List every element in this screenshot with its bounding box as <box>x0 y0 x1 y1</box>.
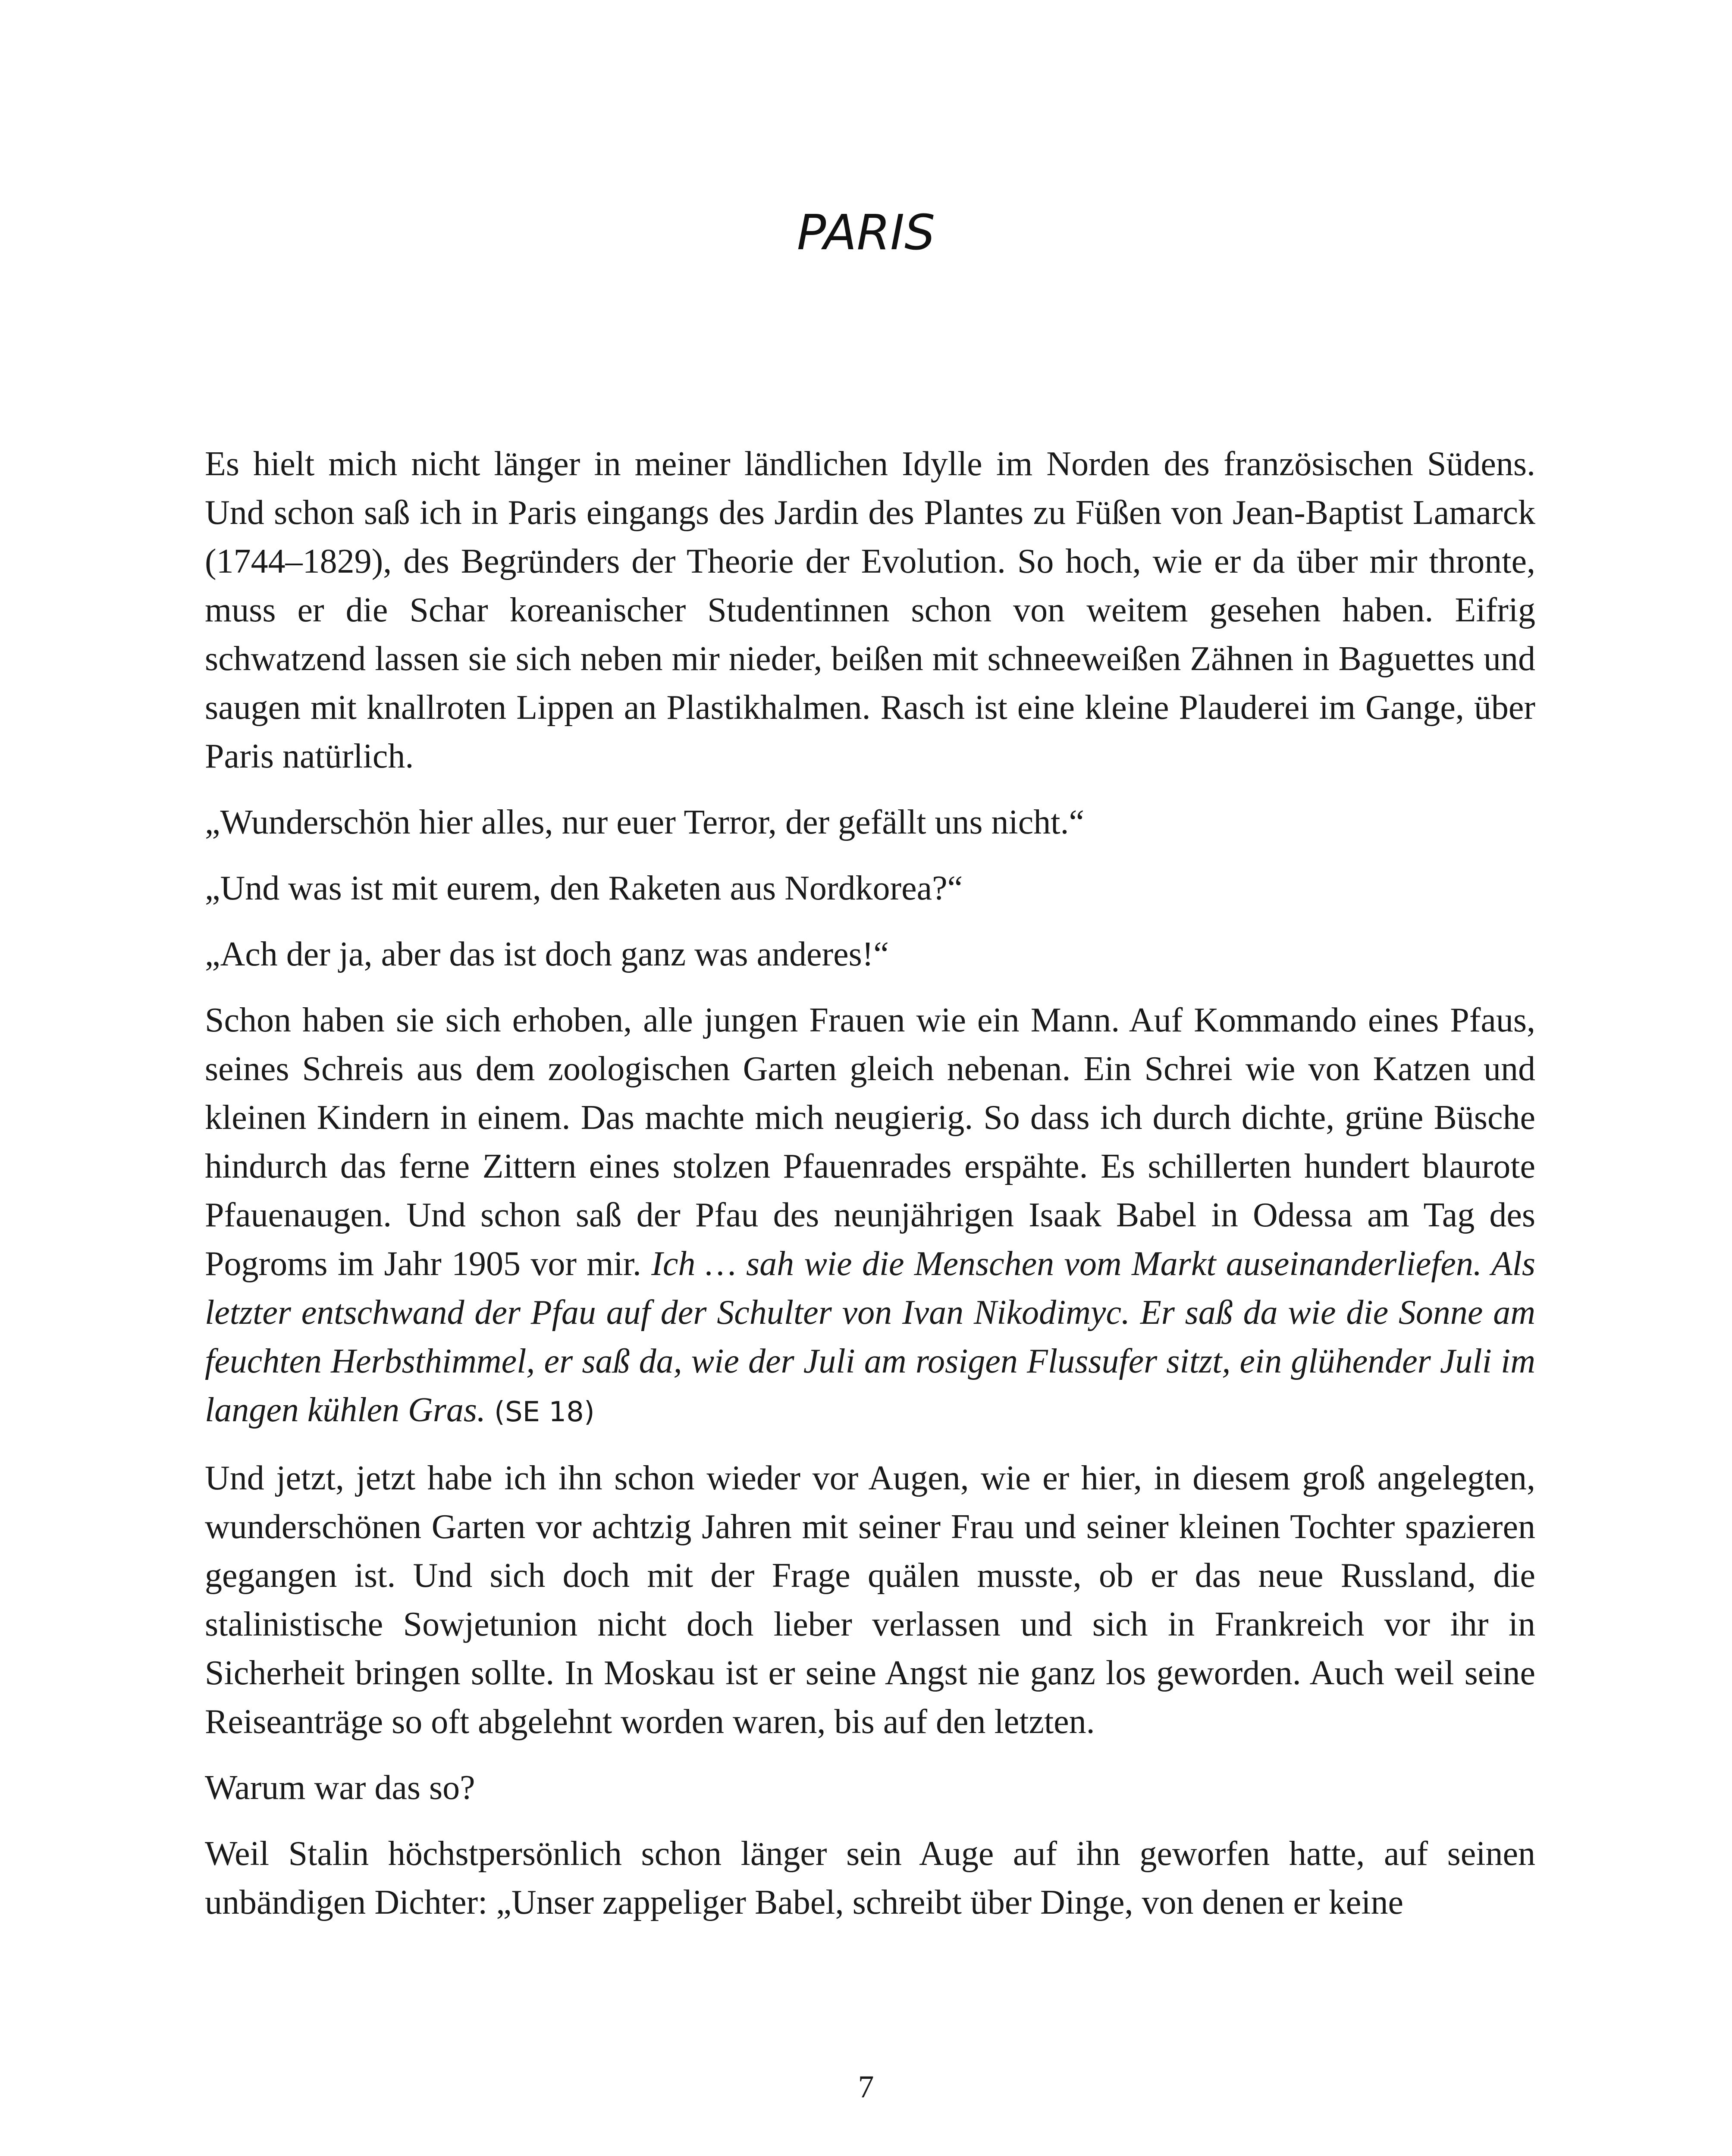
paragraph-peacock-text: Schon haben sie sich erhoben, alle jungen Frauen wie ein Mann. Auf Kommando eines Pfaus, seines Schreis aus dem zoologischen Garten gleich nebenan. Ein Schrei wie von Katzen und kleinen Kindern in einem. Das machte mich neugierig. So dass ich durch dichte, grüne Büsche hindurch das ferne Zittern eines stolzen Pfauenrades erspähte. Es schillerten hundert blaurote Pfauenaugen. Und schon saß der Pfau des neunjährigen Isaak Babel in Odessa am Tag des Pogroms im Jahr 1905 vor mir. <box>205 1001 1535 1283</box>
source-reference: (SE 18) <box>494 1396 595 1428</box>
paragraph-garden: Und jetzt, jetzt habe ich ihn schon wieder vor Augen, wie er hier, in diesem groß angelegten, wunderschönen Garten vor achtzig Jahren mit seiner Frau und seiner kleinen Tochter spazieren gegangen ist. Und sich doch mit der Frage quälen musste, ob er das neue Russland, die stalinistische Sowjetunion nicht doch lieber verlassen und sich in Frankreich vor ihr in Sicherheit bringen sollte. In Moskau ist er seine Angst nie ganz los geworden. Auch weil seine Reiseanträge so oft abgelehnt worden waren, bis auf den letzten. <box>205 1459 1535 1741</box>
paragraph-stalin: Weil Stalin höchstpersönlich schon länger sein Auge auf ihn geworfen hatte, auf seinen unbändigen Dichter: „Unser zappeliger Babel, schreibt über Dinge, von denen er keine <box>205 1835 1535 1921</box>
question-line: Warum war das so? <box>205 1769 475 1807</box>
babel-quote: Ich … sah wie die Menschen vom Markt auseinanderliefen. Als letzter entschwand der Pfau auf der Schulter von Ivan Nikodimyc. Er saß da wie die Sonne am feuchten Herbsthimmel, er saß da, wie der Juli am rosigen Flussufer sitzt, ein glühender Juli im langen kühlen Gras. <box>205 1245 1535 1429</box>
paragraph-peacock <box>205 996 1535 1437</box>
chapter-title: PARIS <box>797 205 935 261</box>
page-number: 7 <box>858 2069 874 2105</box>
dialogue-line-3: „Ach der ja, aber das ist doch ganz was anderes!“ <box>205 935 889 973</box>
dialogue-line-1: „Wunderschön hier alles, nur euer Terror, der gefällt uns nicht.“ <box>205 803 1085 841</box>
body-text <box>205 440 1535 1944</box>
paragraph-1: Es hielt mich nicht länger in meiner ländlichen Idylle im Norden des französischen Südens. Und schon saß ich in Paris eingangs des Jardin des Plantes zu Füßen von Jean-Baptist Lamarck (1744–1829), des Begründers der Theorie der Evolution. So hoch, wie er da über mir thronte, muss er die Schar koreanischer Studentinnen schon von weitem gesehen haben. Eifrig schwatzend lassen sie sich neben mir nieder, beißen mit schneeweißen Zähnen in Baguettes und saugen mit knallroten Lippen an Plastikhalmen. Rasch ist eine kleine Plauderei im Gange, über Paris natürlich. <box>205 445 1535 775</box>
dialogue-line-2: „Und was ist mit eurem, den Raketen aus Nordkorea?“ <box>205 869 963 907</box>
